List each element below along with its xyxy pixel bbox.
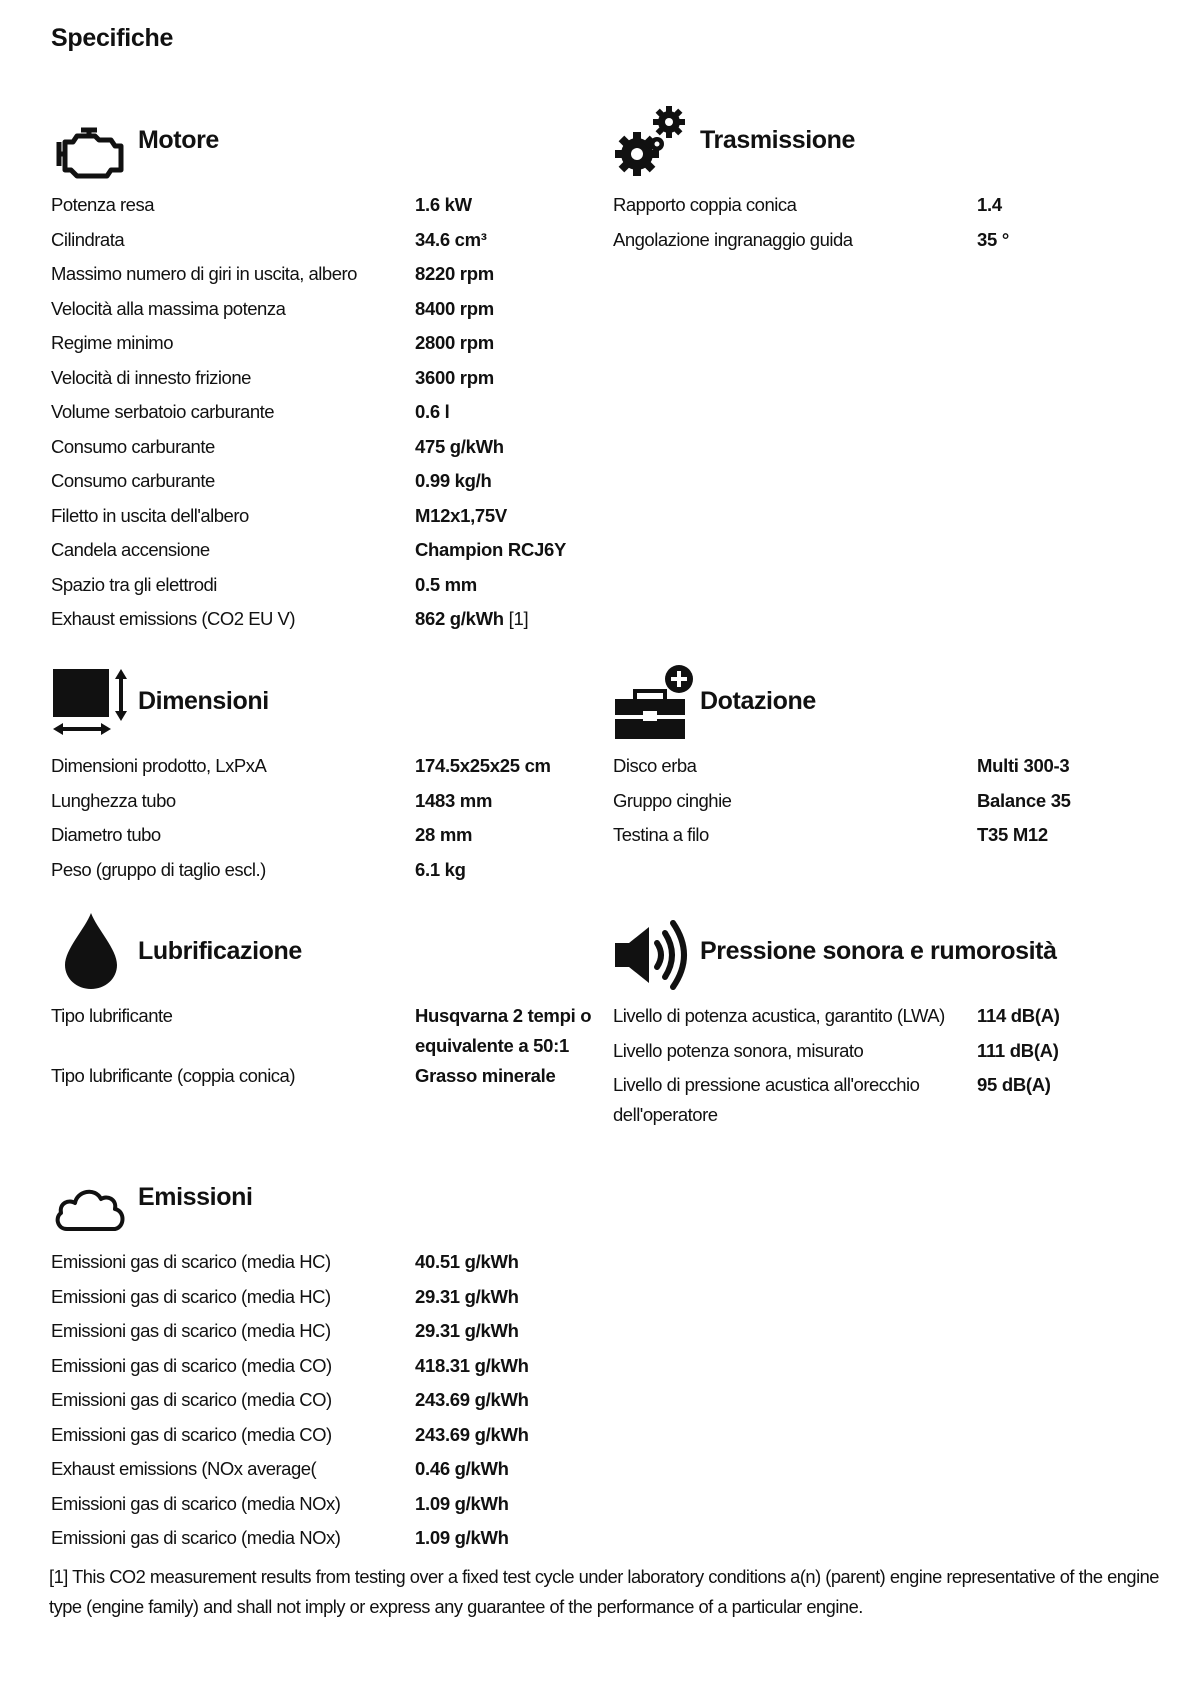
footnote: [1] This CO2 measurement results from testing over a fixed test cycle under laboratory conditions a(n) (parent) engine representative of the engine type (engine family) and shall not imply or express any guarantee of the performance of a particular engine. bbox=[49, 1566, 1159, 1617]
spec-row bbox=[51, 1489, 595, 1524]
section-title-dimensioni: Dimensioni bbox=[138, 687, 269, 715]
spec-value bbox=[415, 1282, 595, 1317]
spec-label: Disco erba bbox=[613, 755, 697, 776]
spec-row bbox=[51, 855, 595, 890]
spec-value bbox=[415, 1061, 595, 1096]
spec-label: Dimensioni prodotto, LxPxA bbox=[51, 755, 267, 776]
spec-value-text: 0.99 kg/h bbox=[415, 470, 492, 491]
motore-specs-table bbox=[51, 190, 595, 639]
spec-label: Livello di potenza acustica, garantito (LWA) bbox=[613, 1005, 945, 1026]
spec-row bbox=[613, 225, 1137, 260]
spec-label: Consumo carburante bbox=[51, 470, 215, 491]
spec-value bbox=[415, 466, 595, 501]
spec-value-text: 0.46 g/kWh bbox=[415, 1458, 509, 1479]
spec-label: Livello potenza sonora, misurato bbox=[613, 1039, 864, 1061]
spec-value-text: 35 ° bbox=[977, 228, 1009, 250]
spec-value-text: Balance 35 bbox=[977, 789, 1071, 811]
spec-row bbox=[613, 751, 1137, 786]
spec-value bbox=[415, 786, 595, 821]
spec-value-text: T35 M12 bbox=[977, 824, 1048, 845]
spec-value-text: 3600 rpm bbox=[415, 366, 494, 388]
spec-value-text: 6.1 kg bbox=[415, 858, 466, 880]
section-title-dotazione: Dotazione bbox=[700, 687, 816, 715]
spec-row bbox=[51, 1385, 595, 1420]
spec-value bbox=[415, 363, 595, 398]
spec-value bbox=[415, 570, 595, 605]
spec-row bbox=[613, 1036, 1137, 1071]
spec-value-text: 29.31 g/kWh bbox=[415, 1320, 519, 1341]
spec-value bbox=[415, 397, 595, 432]
section-title-trasmissione: Trasmissione bbox=[700, 126, 856, 154]
section-emissioni bbox=[51, 1157, 595, 1558]
spec-label: Emissioni gas di scarico (media HC) bbox=[51, 1251, 331, 1272]
pressione-specs-table bbox=[613, 1001, 1137, 1130]
spec-value bbox=[415, 501, 595, 536]
speaker-icon bbox=[613, 915, 693, 995]
spec-value bbox=[415, 259, 595, 294]
spec-value bbox=[977, 225, 1137, 260]
spec-row bbox=[51, 466, 595, 501]
spec-value bbox=[415, 535, 595, 570]
spec-label: Emissioni gas di scarico (media HC) bbox=[51, 1320, 331, 1341]
emissioni-specs-table bbox=[51, 1247, 595, 1558]
section-lubrificazione bbox=[51, 911, 595, 1096]
spec-value-text: 29.31 g/kWh bbox=[415, 1285, 519, 1307]
spec-label: Candela accensione bbox=[51, 539, 210, 560]
spec-label: Potenza resa bbox=[51, 194, 155, 215]
spec-label: Massimo numero di giri in uscita, albero bbox=[51, 263, 357, 284]
spec-value-text: 862 g/kWh bbox=[415, 608, 504, 629]
spec-row bbox=[51, 751, 595, 786]
dimensioni-specs-table bbox=[51, 751, 595, 889]
spec-value-text: Champion RCJ6Y bbox=[415, 539, 567, 560]
spec-row bbox=[613, 786, 1137, 821]
spec-value bbox=[415, 294, 595, 329]
spec-value bbox=[415, 1247, 595, 1282]
spec-label: Livello di pressione acustica all'orecchio dell'operatore bbox=[613, 1074, 920, 1125]
spec-value-text: M12x1,75V bbox=[415, 504, 507, 526]
spec-label: Lunghezza tubo bbox=[51, 789, 176, 811]
spec-value-text: 243.69 g/kWh bbox=[415, 1423, 529, 1445]
spec-label: Emissioni gas di scarico (media CO) bbox=[51, 1354, 332, 1376]
spec-value bbox=[977, 786, 1137, 821]
spec-label: Velocità alla massima potenza bbox=[51, 297, 286, 319]
spec-row bbox=[51, 1282, 595, 1317]
section-dotazione bbox=[613, 661, 1137, 855]
spec-value-text: 475 g/kWh bbox=[415, 435, 504, 457]
spec-label: Tipo lubrificante (coppia conica) bbox=[51, 1065, 295, 1086]
spec-value-text: 1.4 bbox=[977, 194, 1002, 215]
spec-label: Consumo carburante bbox=[51, 435, 215, 457]
spec-row bbox=[51, 1061, 595, 1096]
spec-value bbox=[415, 225, 595, 260]
spec-row bbox=[51, 363, 595, 398]
spec-value-text: 1.09 g/kWh bbox=[415, 1492, 509, 1514]
spec-row bbox=[51, 1316, 595, 1351]
dimensions-icon bbox=[51, 666, 131, 746]
section-title-emissioni: Emissioni bbox=[138, 1183, 253, 1211]
spec-row bbox=[51, 1247, 595, 1282]
spec-row bbox=[51, 225, 595, 260]
spec-label: Gruppo cinghie bbox=[613, 789, 732, 811]
spec-label: Regime minimo bbox=[51, 332, 174, 353]
spec-label: Tipo lubrificante bbox=[51, 1005, 173, 1026]
spec-value-text: 0.6 l bbox=[415, 401, 450, 422]
spec-label: Velocità di innesto frizione bbox=[51, 366, 251, 388]
spec-value bbox=[415, 1489, 595, 1524]
spec-value-text: 8220 rpm bbox=[415, 263, 494, 284]
spec-value bbox=[415, 1454, 595, 1489]
spec-value-text: 1.6 kW bbox=[415, 194, 472, 215]
spec-label: Emissioni gas di scarico (media HC) bbox=[51, 1285, 331, 1307]
spec-value bbox=[977, 190, 1137, 225]
spec-value bbox=[415, 432, 595, 467]
engine-icon bbox=[51, 110, 131, 190]
spec-value-text: 418.31 g/kWh bbox=[415, 1354, 529, 1376]
toolbox-plus-icon bbox=[613, 663, 693, 743]
spec-row bbox=[613, 1070, 1137, 1130]
spec-row bbox=[51, 190, 595, 225]
spec-row bbox=[51, 259, 595, 294]
oil-drop-icon bbox=[51, 911, 131, 991]
spec-label: Cilindrata bbox=[51, 228, 125, 250]
spec-row bbox=[51, 570, 595, 605]
section-title-pressione: Pressione sonora e rumorosità bbox=[700, 937, 1057, 965]
spec-row bbox=[51, 397, 595, 432]
spec-value bbox=[415, 328, 595, 363]
spec-row bbox=[51, 294, 595, 329]
spec-value bbox=[415, 820, 595, 855]
spec-value-text: 174.5x25x25 cm bbox=[415, 755, 551, 776]
spec-label: Peso (gruppo di taglio escl.) bbox=[51, 858, 266, 880]
spec-value-text: 95 dB(A) bbox=[977, 1074, 1051, 1095]
spec-label: Emissioni gas di scarico (media NOx) bbox=[51, 1492, 341, 1514]
spec-label: Angolazione ingranaggio guida bbox=[613, 228, 853, 250]
spec-value bbox=[415, 751, 595, 786]
spec-value bbox=[977, 820, 1137, 855]
spec-row bbox=[51, 1454, 595, 1489]
spec-value-text: 8400 rpm bbox=[415, 297, 494, 319]
section-motore bbox=[51, 100, 595, 639]
section-pressione bbox=[613, 911, 1137, 1130]
spec-value-text: 40.51 g/kWh bbox=[415, 1251, 519, 1272]
spec-value-text: 28 mm bbox=[415, 824, 473, 845]
spec-value-text: 114 dB(A) bbox=[977, 1005, 1060, 1026]
spec-row bbox=[51, 1523, 595, 1558]
spec-row bbox=[51, 432, 595, 467]
spec-value-text: Multi 300-3 bbox=[977, 755, 1070, 776]
spec-row bbox=[51, 1001, 595, 1061]
spec-label: Rapporto coppia conica bbox=[613, 194, 797, 215]
spec-row bbox=[613, 820, 1137, 855]
spec-value-text: 111 dB(A) bbox=[977, 1039, 1059, 1061]
spec-value-text: 0.5 mm bbox=[415, 573, 477, 595]
spec-value bbox=[415, 1420, 595, 1455]
section-trasmissione bbox=[613, 100, 1137, 259]
spec-label: Emissioni gas di scarico (media NOx) bbox=[51, 1527, 341, 1548]
page-title: Specifiche bbox=[51, 24, 174, 52]
spec-value bbox=[415, 1385, 595, 1420]
spec-label: Exhaust emissions (NOx average( bbox=[51, 1458, 317, 1479]
section-dimensioni bbox=[51, 661, 595, 889]
spec-row bbox=[51, 820, 595, 855]
spec-value-text: 34.6 cm³ bbox=[415, 228, 487, 250]
spec-label: Exhaust emissions (CO2 EU V) bbox=[51, 608, 296, 629]
section-title-lubrificazione: Lubrificazione bbox=[138, 937, 302, 965]
spec-row bbox=[613, 190, 1137, 225]
section-title-motore: Motore bbox=[138, 126, 219, 154]
spec-value-text: 1.09 g/kWh bbox=[415, 1527, 509, 1548]
spec-value bbox=[977, 1036, 1137, 1071]
spec-row bbox=[51, 501, 595, 536]
footnote-ref: [1] bbox=[503, 608, 529, 629]
spec-value-text: 2800 rpm bbox=[415, 332, 494, 353]
spec-value bbox=[415, 1316, 595, 1351]
spec-row bbox=[51, 328, 595, 363]
spec-value bbox=[415, 1001, 595, 1061]
spec-label: Emissioni gas di scarico (media CO) bbox=[51, 1389, 332, 1410]
spec-value bbox=[415, 190, 595, 225]
spec-label: Spazio tra gli elettrodi bbox=[51, 573, 217, 595]
spec-label: Volume serbatoio carburante bbox=[51, 401, 275, 422]
spec-value-text: Grasso minerale bbox=[415, 1065, 556, 1086]
spec-value-text: 243.69 g/kWh bbox=[415, 1389, 529, 1410]
spec-value bbox=[415, 855, 595, 890]
spec-row bbox=[51, 604, 595, 639]
lubrificazione-specs-table bbox=[51, 1001, 595, 1096]
spec-value bbox=[415, 1351, 595, 1386]
spec-value-text: Husqvarna 2 tempi o equivalente a 50:1 bbox=[415, 1005, 592, 1056]
spec-value bbox=[977, 1001, 1137, 1036]
spec-row bbox=[51, 1351, 595, 1386]
spec-row bbox=[613, 1001, 1137, 1036]
spec-value bbox=[415, 604, 595, 639]
spec-label: Testina a filo bbox=[613, 824, 709, 845]
trasmissione-specs-table bbox=[613, 190, 1137, 259]
spec-label: Filetto in uscita dell'albero bbox=[51, 504, 249, 526]
spec-label: Emissioni gas di scarico (media CO) bbox=[51, 1423, 332, 1445]
gears-icon bbox=[613, 100, 693, 180]
spec-value bbox=[977, 751, 1137, 786]
spec-row bbox=[51, 1420, 595, 1455]
spec-row bbox=[51, 535, 595, 570]
dotazione-specs-table bbox=[613, 751, 1137, 855]
cloud-icon bbox=[51, 1167, 131, 1247]
spec-row bbox=[51, 786, 595, 821]
spec-value bbox=[415, 1523, 595, 1558]
spec-label: Diametro tubo bbox=[51, 824, 161, 845]
spec-value bbox=[977, 1070, 1137, 1130]
spec-value-text: 1483 mm bbox=[415, 789, 493, 811]
